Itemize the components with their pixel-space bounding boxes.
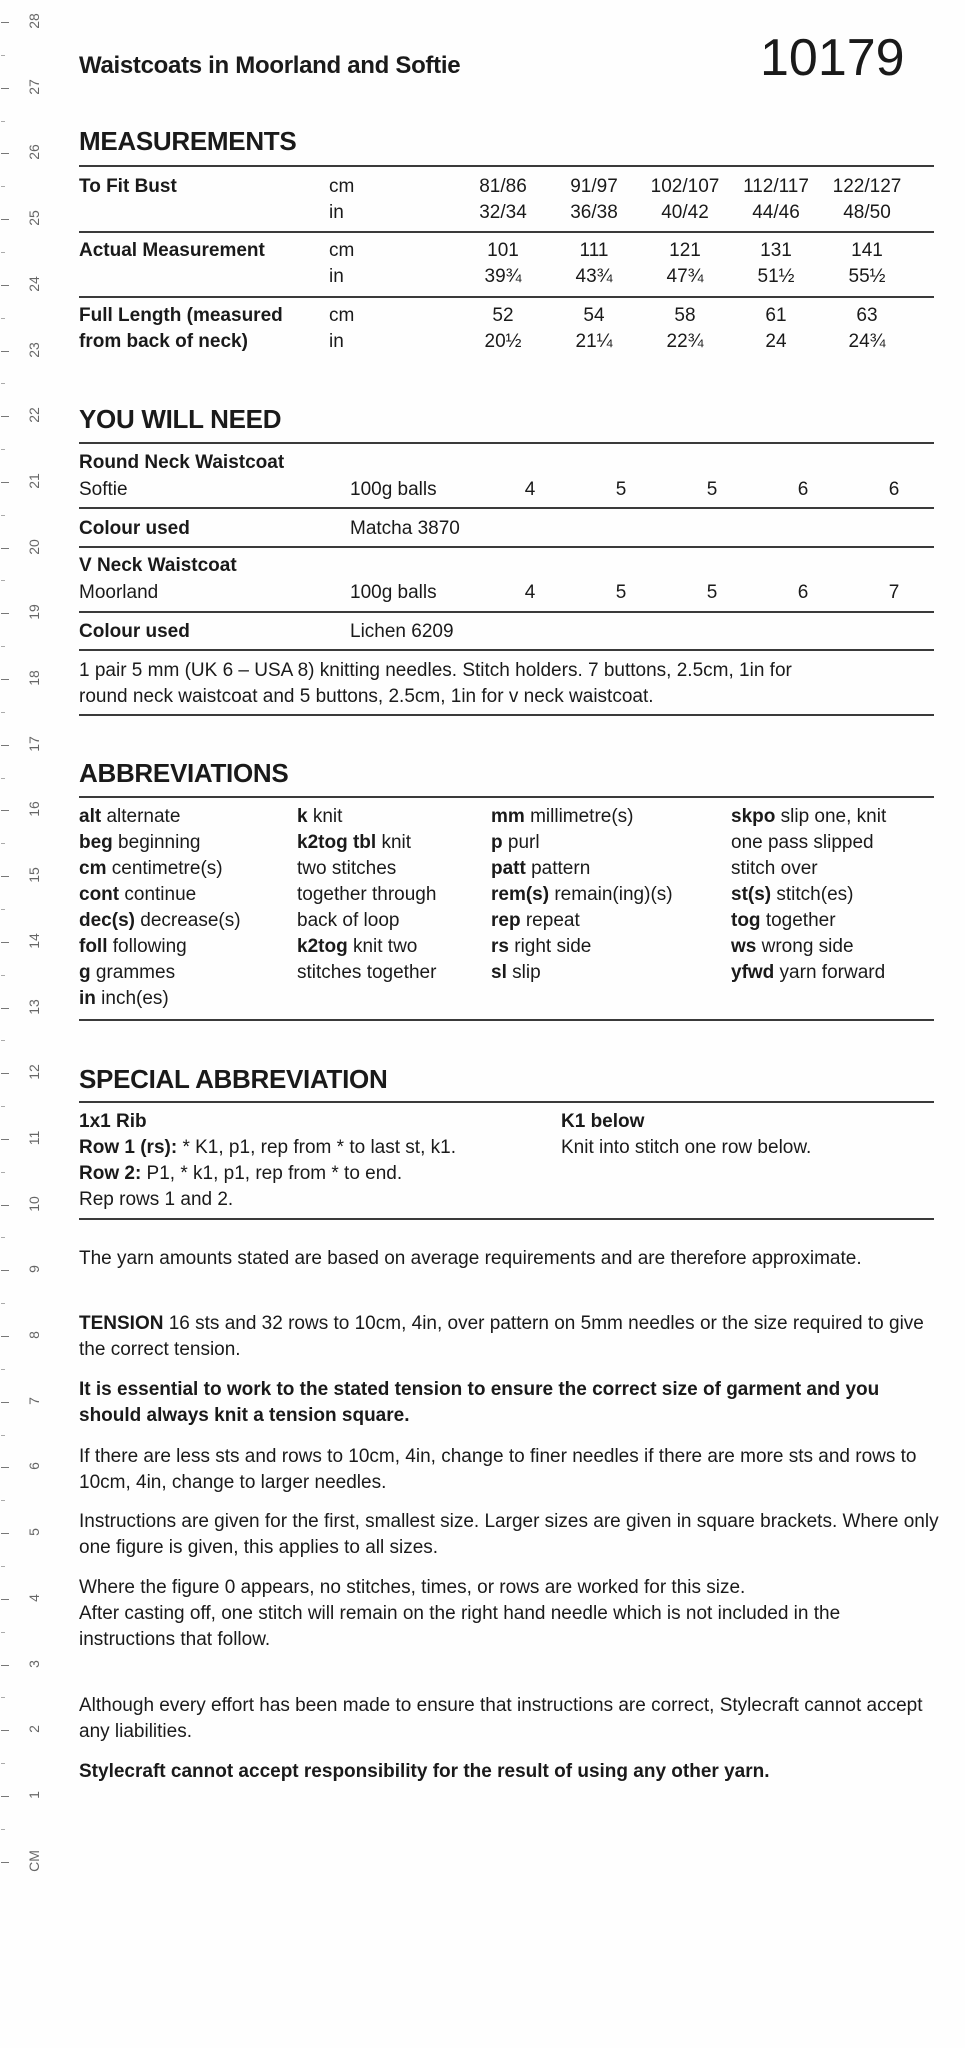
- divider: [79, 231, 934, 233]
- ruler-tick: [1, 1467, 9, 1468]
- quantity: 6: [797, 582, 809, 603]
- abbreviation-definition: stitch over: [731, 858, 818, 879]
- ruler-number: 15: [26, 867, 42, 883]
- row-label: To Fit Bust: [79, 176, 177, 197]
- abbreviation-item: [79, 856, 223, 882]
- abbreviation-definition: stitches together: [297, 962, 437, 983]
- ruler-half-tick: [1, 778, 5, 779]
- ruler-number: 24: [26, 276, 42, 292]
- abbreviation-item: [79, 804, 180, 830]
- abbreviation-term: cont: [79, 884, 120, 905]
- abbreviations-heading: ABBREVIATIONS: [79, 758, 289, 788]
- ruler-half-tick: [1, 186, 5, 187]
- abbreviation-item: [731, 882, 853, 908]
- ruler-tick: [1, 1139, 9, 1140]
- value-cm: 91/97: [570, 176, 618, 197]
- abbreviation-definition: slip one, knit: [775, 806, 887, 827]
- abbreviation-term: in: [79, 988, 96, 1009]
- ruler-number: 27: [26, 78, 42, 95]
- ruler-half-tick: [1, 1435, 5, 1436]
- value-in: 40/42: [661, 202, 709, 223]
- ruler-tick: [1, 810, 9, 811]
- abbreviation-item: [491, 882, 673, 908]
- needles-notes-line2: round neck waistcoat and 5 buttons, 2.5cm, 1in for v neck waistcoat.: [79, 686, 654, 707]
- row-label: Row 2:: [79, 1163, 142, 1184]
- abbreviation-term: beg: [79, 832, 113, 853]
- ruler-number: 4: [26, 1593, 42, 1602]
- ruler-number: 9: [26, 1265, 42, 1274]
- value-cm: 121: [669, 240, 701, 261]
- abbreviation-item: [731, 856, 818, 882]
- ruler-tick: [1, 1336, 9, 1337]
- tension-label: TENSION: [79, 1313, 164, 1334]
- ruler-unit-label: CM: [26, 1849, 42, 1872]
- divider: [79, 1019, 934, 1021]
- ruler-number: 7: [26, 1396, 42, 1405]
- ruler-number: 17: [26, 735, 42, 752]
- abbreviation-definition: one pass slipped: [731, 832, 874, 853]
- abbreviation-item: [79, 960, 175, 986]
- abbreviation-item: [297, 934, 417, 960]
- ruler-tick: [1, 1730, 9, 1731]
- abbreviation-item: [79, 986, 169, 1012]
- ruler-tick: [1, 1073, 9, 1074]
- divider: [79, 546, 934, 548]
- row-label-continued: from back of neck): [79, 331, 248, 352]
- abbreviation-item: [731, 908, 836, 934]
- value-cm: 111: [579, 240, 609, 261]
- divider: [79, 1218, 934, 1220]
- ruler-number: 11: [26, 1130, 42, 1146]
- value-cm: 61: [765, 305, 787, 326]
- ruler-tick: [1, 88, 9, 89]
- abbreviation-term: rep: [491, 910, 521, 931]
- abbreviation-term: tog: [731, 910, 761, 931]
- ruler-tick: [1, 942, 9, 943]
- value-cm: 52: [492, 305, 514, 326]
- unit-cm: cm: [329, 240, 355, 261]
- ruler-number: 23: [26, 341, 42, 358]
- ruler-tick: [1, 22, 9, 23]
- ruler-half-tick: [1, 909, 5, 910]
- ruler-tick: [1, 416, 9, 417]
- rib-row-2: [79, 1163, 402, 1185]
- value-in: 24¾: [848, 331, 886, 352]
- ruler-half-tick: [1, 318, 5, 319]
- ruler-number: 1: [26, 1791, 42, 1799]
- abbreviation-definition: stitch(es): [771, 884, 854, 905]
- abbreviation-definition: two stitches: [297, 858, 397, 879]
- abbreviation-item: [297, 856, 396, 882]
- ruler-half-tick: [1, 843, 5, 844]
- value-cm: 102/107: [650, 176, 720, 197]
- abbreviation-term: patt: [491, 858, 526, 879]
- abbreviation-definition: millimetre(s): [524, 806, 634, 827]
- value-cm: 81/86: [479, 176, 527, 197]
- value-in: 51½: [757, 266, 795, 287]
- abbreviation-term: p: [491, 832, 503, 853]
- unit-in: in: [329, 331, 344, 352]
- abbreviation-item: [79, 882, 196, 908]
- v-neck-title: V Neck Waistcoat: [79, 555, 237, 576]
- abbreviation-definition: decrease(s): [134, 910, 241, 931]
- quantity: 5: [706, 582, 718, 603]
- value-cm: 141: [851, 240, 883, 261]
- cm-ruler: [0, 0, 50, 2048]
- you-will-need-heading: YOU WILL NEED: [79, 404, 282, 434]
- quantity: 7: [888, 582, 900, 603]
- needles-change-note: If there are less sts and rows to 10cm, 4in, change to finer needles if there are more sts and rows to 10cm, 4in, change to larger needles.: [79, 1446, 917, 1493]
- ruler-half-tick: [1, 1566, 5, 1567]
- abbreviation-item: [491, 804, 634, 830]
- responsibility-note: Stylecraft cannot accept responsibility for the result of using any other yarn.: [79, 1761, 770, 1782]
- abbreviation-definition: wrong side: [756, 936, 854, 957]
- unit-cm: cm: [329, 305, 355, 326]
- quantity: 6: [888, 479, 900, 500]
- ruler-half-tick: [1, 252, 5, 253]
- ruler-half-tick: [1, 55, 5, 56]
- unit-in: in: [329, 202, 344, 223]
- abbreviation-definition: grammes: [90, 962, 176, 983]
- ruler-half-tick: [1, 1303, 5, 1304]
- ruler-number: 5: [26, 1528, 42, 1536]
- ruler-half-tick: [1, 580, 5, 581]
- divider: [79, 611, 934, 613]
- ruler-half-tick: [1, 1697, 5, 1698]
- abbreviation-term: st(s): [731, 884, 772, 905]
- ruler-number: 22: [26, 407, 42, 423]
- abbreviation-term: g: [79, 962, 91, 983]
- divider: [79, 165, 934, 167]
- ruler-tick: [1, 351, 9, 352]
- abbreviation-definition: purl: [502, 832, 540, 853]
- ruler-number: 14: [26, 933, 42, 949]
- quantity: 6: [797, 479, 809, 500]
- value-cm: 101: [487, 240, 519, 261]
- ruler-number: 10: [26, 1195, 42, 1212]
- value-cm: 58: [674, 305, 696, 326]
- divider: [79, 714, 934, 716]
- value-cm: 131: [760, 240, 792, 261]
- ruler-number: 8: [26, 1331, 42, 1339]
- unit-cm: cm: [329, 176, 355, 197]
- abbreviation-item: [79, 830, 200, 856]
- ruler-half-tick: [1, 121, 5, 122]
- instructions-note: Instructions are given for the first, smallest size. Larger sizes are given in square brackets. Where only one figure is given, this applies to all sizes.: [79, 1511, 939, 1558]
- value-in: 20½: [484, 331, 522, 352]
- ruler-number: 26: [26, 144, 42, 161]
- ruler-half-tick: [1, 646, 5, 647]
- divider: [79, 442, 934, 444]
- abbreviation-definition: back of loop: [297, 910, 400, 931]
- pattern-title: Waistcoats in Moorland and Softie: [79, 52, 461, 79]
- abbreviation-definition: following: [107, 936, 187, 957]
- ruler-number: 19: [26, 604, 42, 621]
- abbreviation-definition: slip: [506, 962, 541, 983]
- ruler-tick: [1, 745, 9, 746]
- divider: [79, 649, 934, 651]
- ruler-tick: [1, 1665, 9, 1666]
- ruler-number: 18: [26, 670, 42, 686]
- value-in: 47¾: [666, 266, 704, 287]
- ruler-number: 16: [26, 801, 42, 818]
- abbreviation-term: sl: [491, 962, 507, 983]
- pattern-number: 10179: [760, 29, 905, 87]
- ruler-number: 6: [26, 1462, 42, 1471]
- abbreviation-definition: continue: [119, 884, 197, 905]
- yarn-name: Moorland: [79, 582, 159, 603]
- row-text: P1, * k1, p1, rep from * to end.: [141, 1163, 403, 1184]
- ruler-number: 21: [26, 473, 42, 489]
- ruler-half-tick: [1, 975, 5, 976]
- round-neck-title: Round Neck Waistcoat: [79, 452, 285, 473]
- value-cm: 54: [583, 305, 605, 326]
- abbreviation-item: [491, 908, 580, 934]
- ruler-tick: [1, 153, 9, 154]
- yarn-unit: 100g balls: [350, 582, 437, 603]
- abbreviation-item: [491, 960, 541, 986]
- ruler-half-tick: [1, 1237, 5, 1238]
- abbreviation-definition: pattern: [525, 858, 591, 879]
- abbreviation-term: foll: [79, 936, 108, 957]
- abbreviation-definition: repeat: [520, 910, 580, 931]
- ruler-number: 12: [26, 1064, 42, 1080]
- abbreviation-term: cm: [79, 858, 107, 879]
- yarn-unit: 100g balls: [350, 479, 437, 500]
- value-in: 44/46: [752, 202, 800, 223]
- unit-in: in: [329, 266, 344, 287]
- abbreviation-term: rem(s): [491, 884, 550, 905]
- tension-text: 16 sts and 32 rows to 10cm, 4in, over pattern on 5mm needles or the size required to give the correct tension.: [79, 1313, 924, 1360]
- ruler-tick: [1, 482, 9, 483]
- value-cm: 112/117: [743, 176, 809, 197]
- ruler-number: 20: [26, 538, 42, 555]
- colour-used-label: Colour used: [79, 518, 190, 539]
- abbreviation-term: ws: [731, 936, 757, 957]
- ruler-tick: [1, 285, 9, 286]
- ruler-tick: [1, 1862, 9, 1863]
- ruler-half-tick: [1, 1500, 5, 1501]
- value-in: 32/34: [479, 202, 527, 223]
- abbreviation-item: [491, 856, 590, 882]
- needles-notes-line1: 1 pair 5 mm (UK 6 – USA 8) knitting needles. Stitch holders. 7 buttons, 2.5cm, 1in for: [79, 660, 792, 681]
- abbreviation-term: mm: [491, 806, 525, 827]
- ruler-tick: [1, 876, 9, 877]
- row-label: Actual Measurement: [79, 240, 265, 261]
- k1-below-title: K1 below: [561, 1111, 645, 1132]
- ruler-half-tick: [1, 1763, 5, 1764]
- value-in: 39¾: [484, 266, 522, 287]
- ruler-tick: [1, 1008, 9, 1009]
- abbreviation-item: [297, 804, 342, 830]
- abbreviation-definition: knit two: [347, 936, 418, 957]
- abbreviation-definition: knit: [376, 832, 412, 853]
- abbreviation-item: [731, 830, 874, 856]
- abbreviation-item: [297, 830, 411, 856]
- abbreviation-term: k: [297, 806, 308, 827]
- row-label: Full Length (measured: [79, 305, 283, 326]
- ruler-half-tick: [1, 1632, 5, 1633]
- ruler-number: 2: [26, 1725, 42, 1734]
- quantity: 5: [706, 479, 718, 500]
- ruler-number: 25: [26, 210, 42, 226]
- abbreviation-definition: beginning: [112, 832, 201, 853]
- special-abbreviation-heading: SPECIAL ABBREVIATION: [79, 1064, 388, 1094]
- divider: [79, 507, 934, 509]
- abbreviation-item: [491, 830, 540, 856]
- abbreviation-term: skpo: [731, 806, 776, 827]
- abbreviation-definition: yarn forward: [774, 962, 886, 983]
- measurements-heading: MEASUREMENTS: [79, 126, 297, 156]
- abbreviation-item: [297, 960, 436, 986]
- casting-off-note: After casting off, one stitch will remain on the right hand needle which is not included in the instructions that follow.: [79, 1603, 841, 1650]
- colour-value: Lichen 6209: [350, 621, 454, 642]
- value-in: 24: [765, 331, 787, 352]
- value-in: 55½: [848, 266, 886, 287]
- colour-value: Matcha 3870: [350, 518, 460, 539]
- ruler-half-tick: [1, 515, 5, 516]
- ruler-number: 28: [26, 13, 42, 29]
- abbreviation-definition: together: [760, 910, 836, 931]
- abbreviation-term: k2tog tbl: [297, 832, 377, 853]
- abbreviation-item: [79, 908, 241, 934]
- ruler-half-tick: [1, 1106, 5, 1107]
- row-label: Row 1 (rs):: [79, 1137, 178, 1158]
- abbreviation-definition: inch(es): [95, 988, 169, 1009]
- liability-note: Although every effort has been made to ensure that instructions are correct, Stylecraft cannot accept any liabilities.: [79, 1695, 923, 1742]
- k1-below-text: Knit into stitch one row below.: [561, 1137, 812, 1158]
- abbreviation-definition: centimetre(s): [106, 858, 223, 879]
- abbreviation-definition: together through: [297, 884, 437, 905]
- ruler-half-tick: [1, 1172, 5, 1173]
- ruler-tick: [1, 1205, 9, 1206]
- value-in: 21¼: [575, 331, 613, 352]
- colour-used-label: Colour used: [79, 621, 190, 642]
- value-in: 22¾: [666, 331, 704, 352]
- ruler-tick: [1, 1533, 9, 1534]
- divider: [79, 796, 934, 798]
- quantity: 5: [615, 582, 627, 603]
- abbreviation-definition: remain(ing)(s): [549, 884, 673, 905]
- abbreviation-item: [731, 960, 885, 986]
- abbreviation-term: alt: [79, 806, 102, 827]
- abbreviation-definition: alternate: [101, 806, 181, 827]
- ruler-tick: [1, 1599, 9, 1600]
- abbreviation-item: [731, 804, 886, 830]
- abbreviation-item: [297, 882, 436, 908]
- rib-repeat: Rep rows 1 and 2.: [79, 1189, 234, 1210]
- ruler-tick: [1, 1270, 9, 1271]
- quantity: 4: [524, 582, 536, 603]
- abbreviation-definition: right side: [508, 936, 592, 957]
- abbreviation-term: rs: [491, 936, 509, 957]
- value-in: 43¾: [575, 266, 613, 287]
- ruler-number: 3: [26, 1659, 42, 1668]
- essential-note: It is essential to work to the stated tension to ensure the correct size of garment and you should always knit a tension square.: [79, 1379, 880, 1426]
- yarn-amounts-note: The yarn amounts stated are based on average requirements and are therefore approximate.: [79, 1248, 862, 1269]
- value-cm: 122/127: [832, 176, 902, 197]
- rib-title: 1x1 Rib: [79, 1111, 147, 1132]
- ruler-half-tick: [1, 1369, 5, 1370]
- row-text: * K1, p1, rep from * to last st, k1.: [177, 1137, 456, 1158]
- figure-zero-note: Where the figure 0 appears, no stitches, times, or rows are worked for this size.: [79, 1577, 746, 1598]
- quantity: 4: [524, 479, 536, 500]
- ruler-tick: [1, 219, 9, 220]
- abbreviation-definition: knit: [307, 806, 343, 827]
- ruler-half-tick: [1, 383, 5, 384]
- value-in: 48/50: [843, 202, 891, 223]
- ruler-half-tick: [1, 1829, 5, 1830]
- ruler-half-tick: [1, 1040, 5, 1041]
- ruler-half-tick: [1, 712, 5, 713]
- rib-row-1: [79, 1137, 456, 1159]
- ruler-tick: [1, 613, 9, 614]
- value-in: 36/38: [570, 202, 618, 223]
- tension-note: [79, 1311, 939, 1363]
- ruler-tick: [1, 679, 9, 680]
- divider: [79, 296, 934, 298]
- abbreviation-item: [297, 908, 399, 934]
- ruler-number: 13: [26, 998, 42, 1015]
- abbreviation-item: [731, 934, 854, 960]
- divider: [79, 1101, 934, 1103]
- ruler-tick: [1, 548, 9, 549]
- ruler-tick: [1, 1796, 9, 1797]
- ruler-half-tick: [1, 449, 5, 450]
- ruler-tick: [1, 1402, 9, 1403]
- abbreviation-item: [79, 934, 187, 960]
- abbreviation-item: [491, 934, 591, 960]
- abbreviation-term: dec(s): [79, 910, 135, 931]
- yarn-name: Softie: [79, 479, 128, 500]
- value-cm: 63: [856, 305, 878, 326]
- quantity: 5: [615, 479, 627, 500]
- abbreviation-term: yfwd: [731, 962, 775, 983]
- abbreviation-term: k2tog: [297, 936, 348, 957]
